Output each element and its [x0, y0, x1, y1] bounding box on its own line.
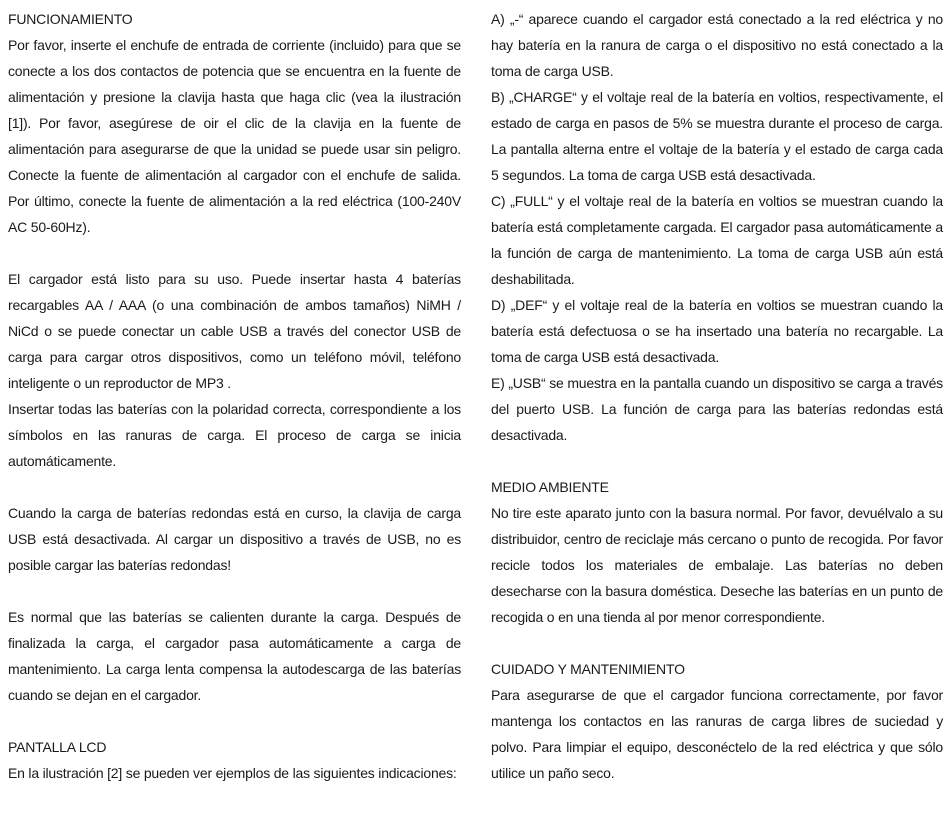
spacer [8, 474, 461, 500]
section-heading-cuidado: CUIDADO Y MANTENIMIENTO [491, 661, 685, 677]
indication-e: E) „USB“ se muestra en la pantalla cuando un dispositivo se carga a través del puerto USB. La función de carga para las baterías redondas está desactivada. [491, 375, 943, 443]
paragraph-funcionamiento-2: El cargador está listo para su uso. Puede insertar hasta 4 baterías recargables AA / AAA (o una combinación de ambos tamaños) NiMH / NiCd o se puede conectar un cable USB a través del conector USB de carga para cargar otros dispositivos, como un teléfono móvil, teléfono inteligente o un reproductor de MP3 . [8, 271, 461, 391]
paragraph-funcionamiento-5: Es normal que las baterías se calienten durante la carga. Después de finalizada la carga, el cargador pasa automáticamente a carga de mantenimiento. La carga lenta compensa la autodescarga de las baterías cuando se dejan en el cargador. [8, 609, 461, 703]
paragraph-cuidado: Para asegurarse de que el cargador funciona correctamente, por favor mantenga los contactos en las ranuras de carga libres de suciedad y polvo. Para limpiar el equipo, desconéctelo de la red eléctrica y que sólo utilice un paño seco. [491, 687, 943, 781]
paragraph-funcionamiento-1: Por favor, inserte el enchufe de entrada de corriente (incluido) para que se conecte a los dos contactos de potencia que se encuentra en la fuente de alimentación y presione la clavija hasta que haga clic (vea la ilustración [1]). Por favor, asegúrese de oir el clic de la clavija en la fuente de alimentación para asegurarse de que la unidad se puede usar sin peligro. Conecte la fuente de alimentación al cargador con el enchufe de salida. Por último, conecte la fuente de alimentación a la red eléctrica (100-240V AC 50-60Hz). [8, 37, 461, 235]
paragraph-funcionamiento-4: Cuando la carga de baterías redondas está en curso, la clavija de carga USB está desactivada. Al cargar un dispositivo a través de USB, no es posible cargar las baterías redondas! [8, 505, 461, 573]
paragraph-lcd-1: En la ilustración [2] se pueden ver ejemplos de las siguientes indicaciones: [8, 765, 457, 781]
section-heading-funcionamiento: FUNCIONAMIENTO [8, 11, 133, 27]
indication-b: B) „CHARGE“ y el voltaje real de la batería en voltios, respectivamente, el estado de carga en pasos de 5% se muestra durante el proceso de carga. La pantalla alterna entre el voltaje de la batería y el estado de carga cada 5 segundos. La toma de carga USB está desactivada. [491, 89, 943, 183]
indication-d: D) „DEF“ y el voltaje real de la batería en voltios se muestran cuando la batería está defectuosa o se ha insertado una batería no recargable. La toma de carga USB está desactivada. [491, 297, 943, 365]
indication-a: A) „-“ aparece cuando el cargador está conectado a la red eléctrica y no hay batería en la ranura de carga o el dispositivo no está conectado a la toma de carga USB. [491, 11, 943, 79]
spacer [491, 630, 943, 656]
spacer [8, 578, 461, 604]
paragraph-medio-ambiente: No tire este aparato junto con la basura normal. Por favor, devuélvalo a su distribuidor, centro de reciclaje más cercano o punto de recogida. Por favor recicle todos los materiales de embalaje. Las baterías no deben desecharse con la basura doméstica. Deseche las baterías en un punto de recogida o en una tienda al por menor correspondiente. [491, 505, 943, 625]
section-heading-pantalla-lcd: PANTALLA LCD [8, 739, 107, 755]
indication-c: C) „FULL“ y el voltaje real de la batería en voltios se muestran cuando la batería está completamente cargada. El cargador pasa automáticamente a la función de carga de mantenimiento. La toma de carga USB aún está deshabilitada. [491, 193, 943, 287]
spacer [491, 448, 943, 474]
section-heading-medio-ambiente: MEDIO AMBIENTE [491, 479, 609, 495]
spacer [8, 708, 461, 734]
spacer [8, 240, 461, 266]
right-column [491, 6, 943, 786]
paragraph-funcionamiento-3: Insertar todas las baterías con la polaridad correcta, correspondiente a los símbolos en las ranuras de carga. El proceso de carga se inicia automáticamente. [8, 401, 461, 469]
left-column [8, 6, 461, 786]
